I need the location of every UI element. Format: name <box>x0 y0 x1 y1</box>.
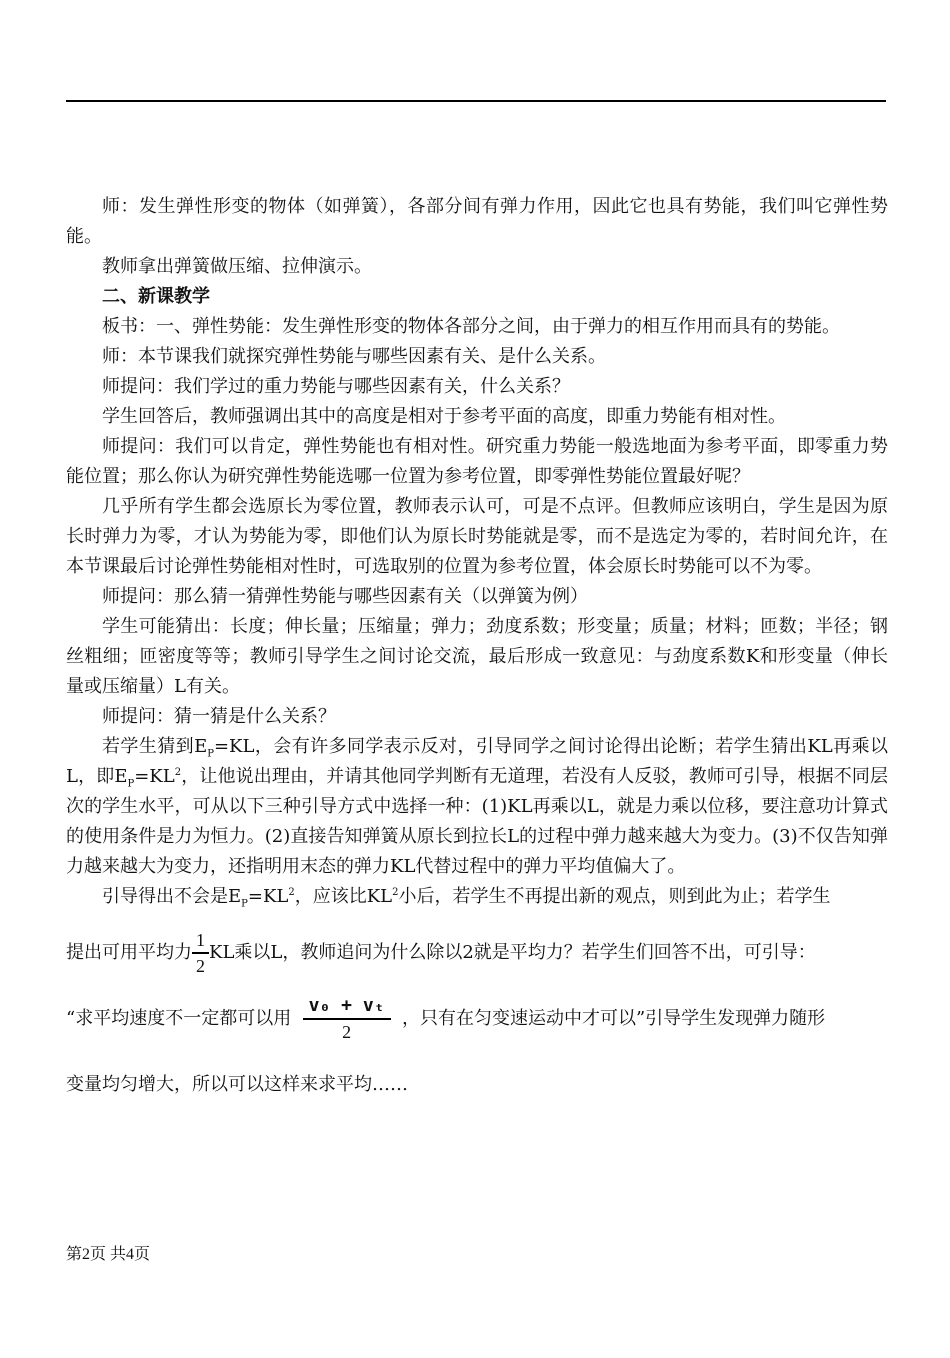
text-run: ，只有在匀变速运动中才可以”引导学生发现弹力随形 <box>401 1008 826 1029</box>
paragraph: 师提问：我们学过的重力势能与哪些因素有关，什么关系？ <box>102 376 570 397</box>
paragraph: 板书：一、弹性势能：发生弹性形变的物体各部分之间，由于弹力的相互作用而具有的势能。 <box>102 316 840 337</box>
paragraph: 变量均匀增大，所以可以这样来求平均…… <box>66 1074 408 1095</box>
superscript: 2 <box>174 767 182 778</box>
fraction-average-velocity <box>303 994 391 1044</box>
superscript: 2 <box>392 887 399 898</box>
text-run: ，应该比KL <box>294 886 393 907</box>
text-run: =KL <box>247 886 289 907</box>
paragraph: 师提问：猜一猜是什么关系？ <box>102 706 336 727</box>
text-run: “求平均速度不一定都可以用 <box>66 1008 292 1029</box>
text-run: 提出可用平均力 <box>66 942 192 963</box>
subscript: P <box>207 748 214 760</box>
text-run: 小后，若学生不再提出新的观点，则到此为止；若学生 <box>398 886 831 907</box>
text-run: =KL <box>134 766 175 787</box>
page-footer: 第2页 共4页 <box>66 1246 151 1263</box>
subscript: P <box>127 778 135 790</box>
fraction-denominator: 2 <box>342 1022 352 1042</box>
fraction-denominator: 2 <box>196 956 205 976</box>
text-run: ，让他说出理由，并请其他同学判断有无道理，若没有人反驳，教师可引导，根据不同层次的学生水平，可从以下三种引导方式中选择一种：(1)KL再乘以L，就是力乘以位移，要注意功计算式的使用条件是力为恒力。(2)直接告知弹簧从原长到拉长L的过程中弹力越来越大为变力。(3)不仅告知弹力越来越大为变力，还指明用末态的弹力KL代替过程中的弹力平均值偏大了。 <box>66 766 889 877</box>
paragraph <box>66 882 888 912</box>
header-rule <box>66 100 886 102</box>
fraction-one-half <box>192 928 209 978</box>
text-run: 引导得出不会是E <box>102 886 242 907</box>
fraction-numerator: v₀ + vₜ <box>303 994 391 1020</box>
section-heading: 二、新课教学 <box>102 286 210 307</box>
paragraph <box>66 732 888 882</box>
text-run: =KL，会有许多同学表示反对，引导同学之间讨论得出论断；若学生猜出KL再乘以L，即E <box>66 736 889 787</box>
paragraph <box>66 928 888 978</box>
paragraph: 师提问：那么猜一猜弹性势能与哪些因素有关（以弹簧为例） <box>102 586 588 607</box>
paragraph: 师：发生弹性形变的物体（如弹簧），各部分间有弹力作用，因此它也具有势能，我们叫它弹性势能。 <box>66 196 888 247</box>
document-body <box>66 192 888 1100</box>
paragraph: 学生回答后，教师强调出其中的高度是相对于参考平面的高度，即重力势能有相对性。 <box>102 406 786 427</box>
text-run: KL乘以L，教师追问为什么除以2就是平均力？若学生们回答不出，可引导： <box>209 942 816 963</box>
text-run: 若学生猜到E <box>102 736 208 757</box>
superscript: 2 <box>288 887 295 898</box>
paragraph: 学生可能猜出：长度；伸长量；压缩量；弹力；劲度系数；形变量；质量；材料；匝数；半径；钢丝粗细；匝密度等等；教师引导学生之间讨论交流，最后形成一致意见：与劲度系数K和形变量（伸长量或压缩量）L有关。 <box>66 616 888 697</box>
paragraph: 几乎所有学生都会选原长为零位置，教师表示认可，可是不点评。但教师应该明白，学生是因为原长时弹力为零，才认为势能为零，即他们认为原长时势能就是零，而不是选定为零的，若时间允许，在本节课最后讨论弹性势能相对性时，可选取别的位置为参考位置，体会原长时势能可以不为零。 <box>66 496 888 577</box>
paragraph: 师：本节课我们就探究弹性势能与哪些因素有关、是什么关系。 <box>102 346 606 367</box>
paragraph: 师提问：我们可以肯定，弹性势能也有相对性。研究重力势能一般选地面为参考平面，即零重力势能位置；那么你认为研究弹性势能选哪一位置为参考位置，即零弹性势能位置最好呢？ <box>66 436 888 487</box>
fraction-numerator: 1 <box>192 928 209 954</box>
paragraph <box>66 994 888 1044</box>
paragraph: 教师拿出弹簧做压缩、拉伸演示。 <box>102 256 372 277</box>
subscript: P <box>241 898 248 910</box>
